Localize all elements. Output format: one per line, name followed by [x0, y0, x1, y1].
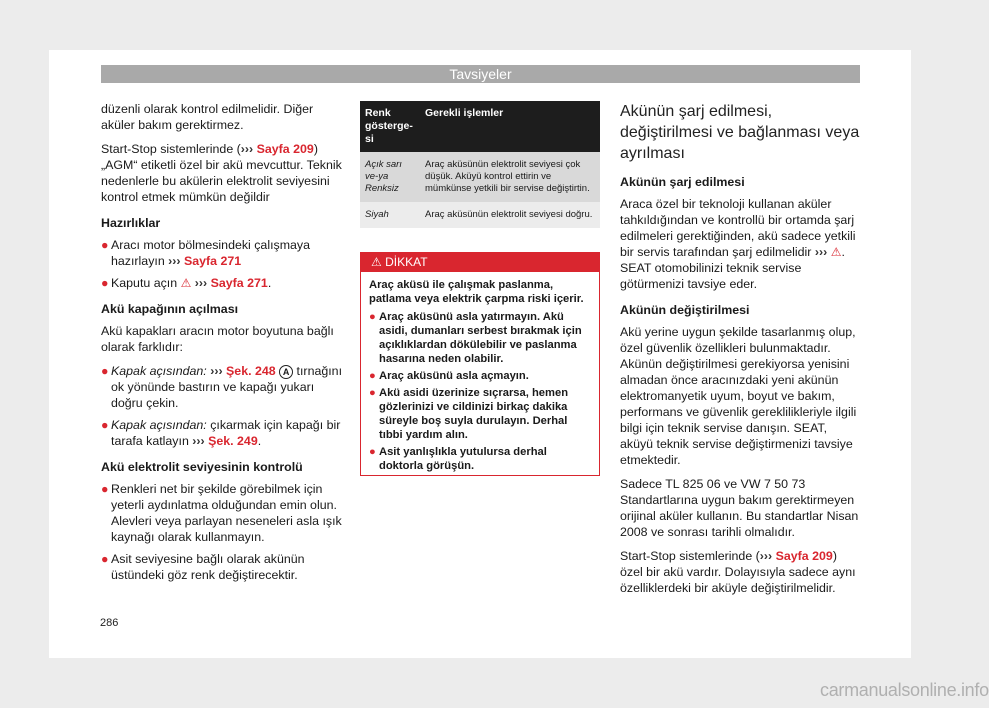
table-cell: Açık sarı ve-ya Renksiz	[360, 152, 420, 202]
arrow-icon: ›››	[814, 245, 828, 259]
bullet-icon: ●	[101, 482, 109, 496]
text: .	[267, 276, 272, 290]
figure-link[interactable]: Şek. 249	[204, 434, 258, 448]
text: SEAT otomobilinizi teknik servise götürmenizi tavsiye eder.	[620, 261, 802, 291]
section-heading: Hazırlıklar	[101, 216, 161, 230]
warning-triangle-icon: ⚠	[830, 245, 842, 259]
page-link[interactable]: Sayfa 209	[772, 549, 833, 563]
text: Aracı motor bölmesindeki çalışmaya hazırlayın	[111, 238, 311, 268]
page-link[interactable]: Sayfa 271	[180, 254, 242, 268]
list-item	[101, 481, 345, 545]
text: çıkarmak için kapağı bir tarafa katlayın	[111, 418, 341, 448]
paragraph: düzenli olarak kontrol edilmelidir. Diğer aküler bakım gerektirmez.	[101, 102, 314, 132]
section-heading: Akü elektrolit seviyesinin kontrolü	[101, 460, 303, 474]
text: Kaputu açın	[111, 276, 181, 290]
arrow-icon: ›››	[759, 549, 773, 563]
arrow-icon: ›››	[192, 434, 205, 448]
bullet-icon: ●	[369, 311, 376, 323]
text: .	[257, 434, 262, 448]
text: Start-Stop sistemlerinde (	[101, 142, 241, 156]
text: Kapak açısından:	[111, 418, 207, 432]
section-heading: Akünün değiştirilmesi	[620, 303, 750, 317]
list-item	[369, 310, 591, 366]
arrow-icon: ›››	[168, 254, 181, 268]
warning-body	[361, 272, 599, 482]
text: .	[841, 245, 845, 259]
list-item	[101, 417, 345, 449]
list-item	[101, 551, 345, 583]
warning-box	[360, 252, 600, 476]
text: Araç aküsünü asla yatırmayın. Akü asidi, dumanları serbest bırakmak için açıklıklardan dökülebilir ve paslanma hasarına neden olabilir.	[379, 311, 582, 365]
warning-intro: Araç aküsü ile çalışmak paslanma, patlama veya elektrik çarpma riski içerir.	[369, 279, 584, 305]
text: tırnağını ok yönünde bastırın ve kapağı yukarı doğru çekin.	[111, 364, 343, 410]
color-indicator-table	[360, 101, 600, 228]
left-column	[101, 101, 345, 589]
text: Akü asidi üzerinize sıçrarsa, hemen gözlerinizi ve cildinizi birkaç dakika süreyle boş suyla durulayın. Derhal tıbbi yardım alın.	[379, 387, 569, 441]
paragraph: Akü yerine uygun şekilde tasarlanmış olup, özel güvenlik özellikleri bulunmaktadır. Akünün değiştirilmesi gerekiyorsa yenisini almadan önce aracınızdaki yeni akünün elektromanyetik uyum, boyut ve bakım, performans ve güvenlik gereklilikleriyle ilgili bilgi için teknik servise danışın. SEAT, aküyü teknik servise değiştirmenizi tavsiye etmektedir.	[620, 325, 857, 467]
table-row	[360, 202, 600, 228]
list-item	[369, 369, 591, 383]
table-cell: Araç aküsünün elektrolit seviyesi doğru.	[420, 202, 600, 228]
bullet-icon: ●	[369, 387, 376, 399]
text: ) „AGM“ etiketli özel bir akü mevcuttur. Teknik nedenlerle bu akülerin elektrolit seviyesini kontrol etmek mümkün değildir	[101, 142, 342, 204]
bullet-icon: ●	[101, 552, 109, 566]
paragraph	[620, 196, 860, 292]
page-header: Tavsiyeler	[101, 65, 860, 83]
arrow-icon: ›››	[210, 364, 223, 378]
section-heading: Akünün şarj edilmesi	[620, 175, 745, 189]
figure-link[interactable]: Şek. 248	[222, 364, 276, 378]
text: Kapak açısından:	[111, 364, 207, 378]
bullet-icon: ●	[369, 370, 376, 382]
warning-title: DİKKAT	[385, 255, 428, 269]
list-item	[369, 386, 591, 442]
bullet-icon: ●	[369, 446, 376, 458]
text: Asit seviyesine bağlı olarak akünün üstündeki göz renk değiştirecektir.	[111, 552, 305, 582]
warning-triangle-icon: ⚠	[371, 255, 382, 269]
table-row	[360, 152, 600, 202]
table-header-row	[360, 101, 600, 152]
bullet-icon: ●	[101, 238, 109, 252]
text: Araca özel bir teknoloji kullanan aküler tahkıldığından ve kontrollü bir ortamda şarj edilmeleri gerektiğinden, akü sadece yetkili bir servis tarafından şarj edilmelidir	[620, 197, 856, 259]
paragraph: Sadece TL 825 06 ve VW 7 50 73 Standartlarına uygun bakım gerektirmeyen orijinal aküler kullanın. Bu standartlar Nisan 2008 ve sonrası tarihli olmalıdır.	[620, 477, 859, 539]
paragraph: Akü kapakları aracın motor boyutuna bağlı olarak farklıdır:	[101, 324, 334, 354]
table-cell: Araç aküsünün elektrolit seviyesi çok düşük. Aküyü kontrol ettirin ve mümkünse yetkili bir servise değiştirtin.	[420, 152, 600, 202]
column-header: Gerekli işlemler	[420, 101, 600, 152]
list-item	[101, 275, 345, 291]
column-header: Renk gösterge-si	[360, 101, 420, 152]
arrow-icon: ›››	[240, 142, 254, 156]
bullet-icon: ●	[101, 418, 109, 432]
text: Araç aküsünü asla açmayın.	[379, 370, 529, 382]
section-title: Akünün şarj edilmesi, değiştirilmesi ve bağlanması veya ayrılması	[620, 103, 860, 162]
page-link[interactable]: Sayfa 271	[207, 276, 268, 290]
warning-header	[361, 253, 599, 272]
bullet-icon: ●	[101, 364, 109, 378]
arrow-icon: ›››	[194, 276, 208, 290]
list-item	[101, 363, 345, 411]
page-number: 286	[100, 617, 119, 629]
list-item	[369, 445, 591, 473]
list-item	[101, 237, 345, 269]
text: Renkleri net bir şekilde görebilmek için yeterli aydınlatma olduğundan emin olun. Alevleri veya parlayan neseneleri asla ışık kaynağı olarak kullanmayın.	[111, 482, 342, 544]
text: Start-Stop sistemlerinde (	[620, 549, 760, 563]
watermark: carmanualsonline.info	[820, 680, 989, 700]
table-cell: Siyah	[360, 202, 420, 228]
text: Asit yanlışlıkla yutulursa derhal doktorla görüşün.	[379, 446, 547, 472]
warning-triangle-icon: ⚠	[180, 276, 192, 290]
paragraph	[620, 548, 860, 596]
text: ) özel bir akü vardır. Dolayısıyla sadece aynı özelliklerdeki bir aküyle değiştirilmelidir.	[620, 549, 856, 595]
right-column	[620, 101, 860, 604]
bullet-icon: ●	[101, 276, 109, 290]
section-heading: Akü kapağının açılması	[101, 302, 239, 316]
callout-a-icon: A	[279, 365, 293, 379]
paragraph	[101, 141, 345, 205]
page-link[interactable]: Sayfa 209	[253, 142, 314, 156]
